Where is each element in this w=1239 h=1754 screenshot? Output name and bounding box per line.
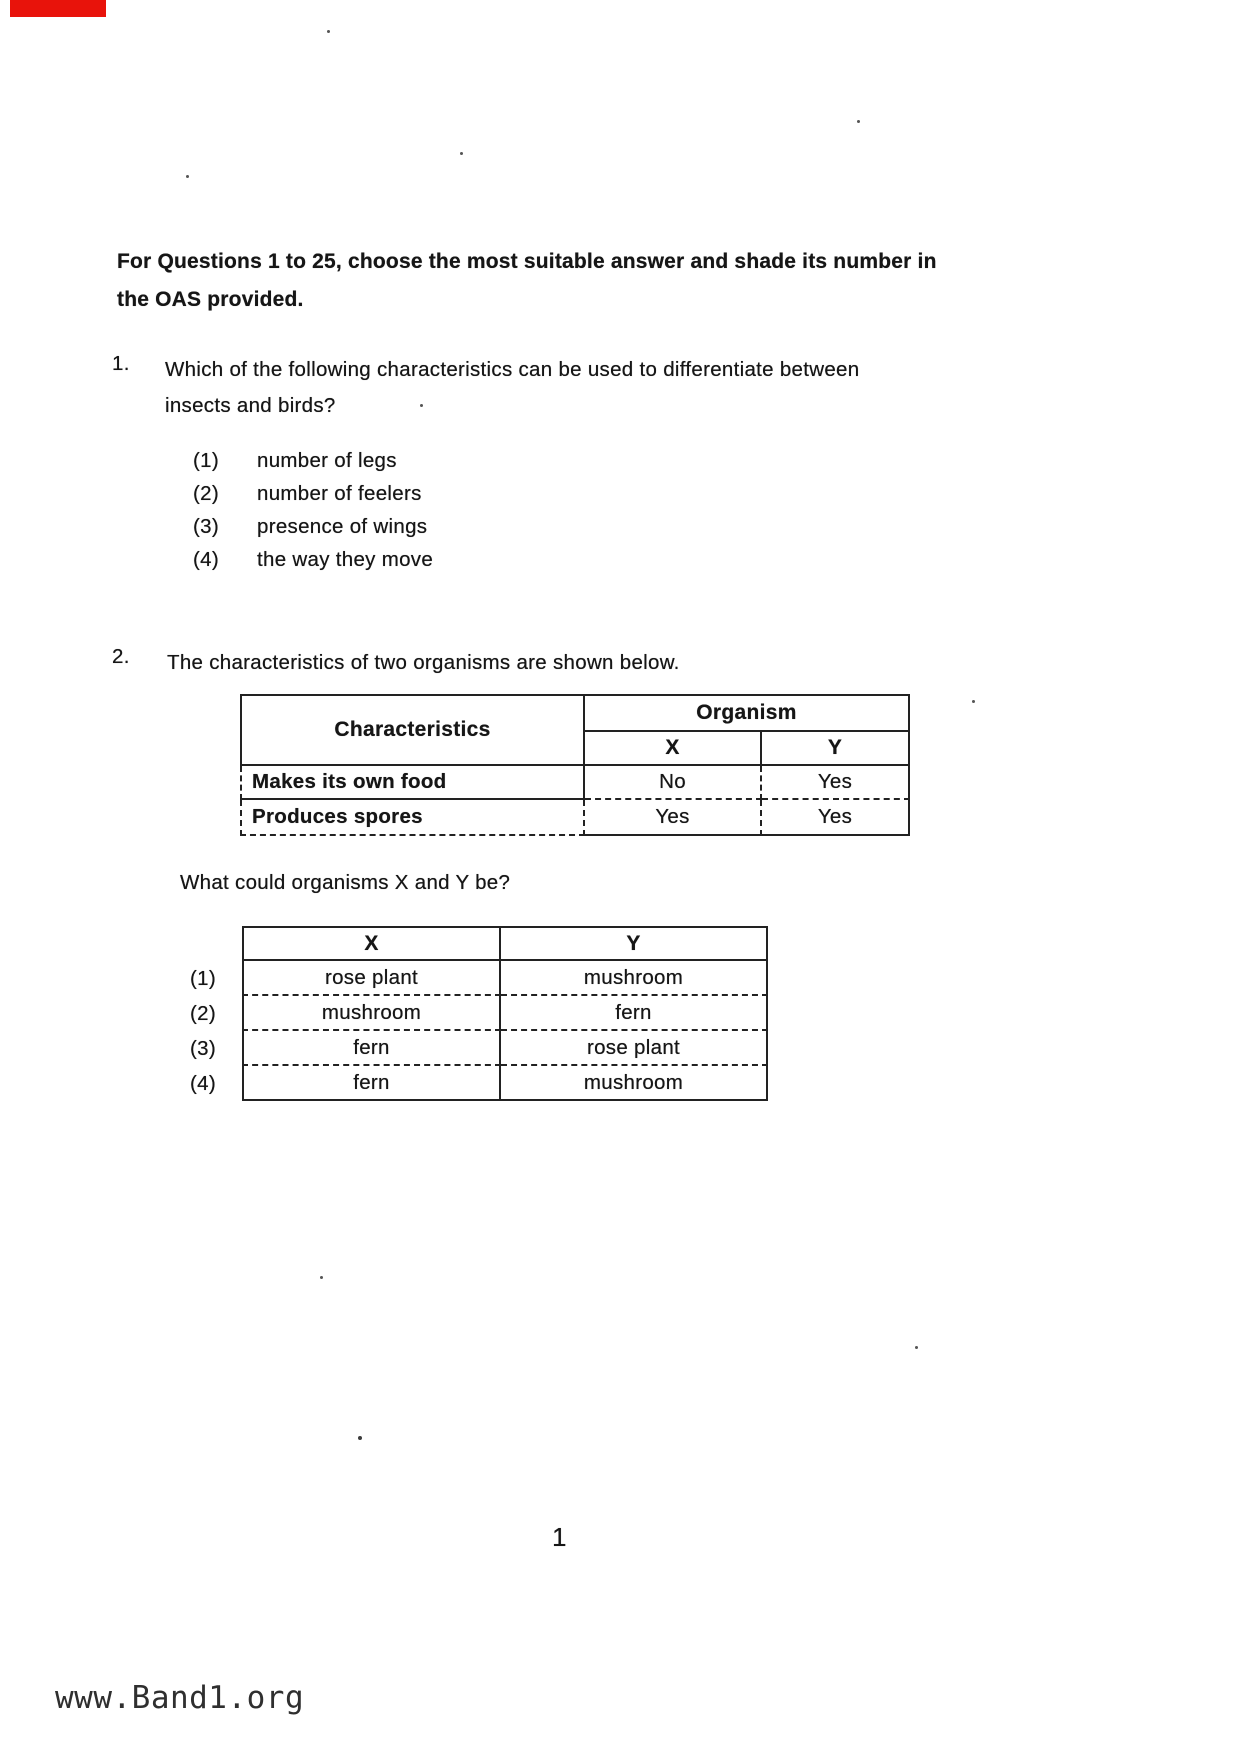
question-1-text (165, 352, 859, 424)
question-1-options (193, 444, 433, 576)
characteristics-table (240, 694, 910, 836)
option-1-text: number of legs (257, 448, 397, 472)
option-4 (193, 543, 433, 576)
scan-speckle (186, 175, 189, 178)
option-3-label: (3) (193, 514, 219, 538)
question-1-number: 1. (112, 352, 130, 375)
answer-table-row-labels (190, 961, 216, 1101)
answer-row-1-x: rose plant (242, 961, 501, 996)
scan-speckle (915, 1346, 918, 1349)
question-1-line-2: insects and birds? (165, 394, 336, 417)
answer-row-2-x: mushroom (242, 996, 501, 1031)
scan-speckle (320, 1276, 323, 1279)
option-1 (193, 444, 433, 477)
answer-row-4-x: fern (242, 1066, 501, 1101)
question-2-text: The characteristics of two organisms are shown below. (167, 651, 680, 674)
instructions-header (117, 243, 937, 319)
answer-row-3-y: rose plant (501, 1031, 768, 1066)
answer-row-4-y: mushroom (501, 1066, 768, 1101)
scan-speckle (358, 1436, 362, 1440)
answer-row-2-label: (2) (190, 1001, 216, 1025)
question-2-followup: What could organisms X and Y be? (180, 871, 511, 894)
option-2 (193, 477, 433, 510)
question-2-number: 2. (112, 645, 130, 668)
answer-column-y-header: Y (501, 926, 768, 961)
row-produces-spores-x: Yes (585, 800, 762, 836)
answer-row-1-y: mushroom (501, 961, 768, 996)
instructions-line-2: the OAS provided. (117, 288, 304, 311)
characteristics-header-cell: Characteristics (240, 694, 585, 766)
row-produces-spores-y: Yes (762, 800, 910, 836)
option-4-label: (4) (193, 547, 219, 571)
answer-row-4-label: (4) (190, 1071, 216, 1095)
red-redaction-mark (10, 0, 106, 17)
option-3 (193, 510, 433, 543)
option-2-text: number of feelers (257, 481, 422, 505)
answer-row-3-x: fern (242, 1031, 501, 1066)
organism-header-cell: Organism (585, 694, 910, 732)
scan-speckle (972, 700, 975, 703)
row-makes-food-label: Makes its own food (240, 766, 585, 800)
answer-row-2-y: fern (501, 996, 768, 1031)
answer-row-1-label: (1) (190, 966, 216, 990)
scan-speckle (327, 30, 330, 33)
option-1-label: (1) (193, 448, 219, 472)
option-3-text: presence of wings (257, 514, 428, 538)
instructions-line-1: For Questions 1 to 25, choose the most suitable answer and shade its number in (117, 250, 937, 273)
option-2-label: (2) (193, 481, 219, 505)
row-produces-spores-label: Produces spores (240, 800, 585, 836)
question-1-line-1: Which of the following characteristics can be used to differentiate between (165, 358, 860, 381)
scan-speckle (460, 152, 463, 155)
page-number: 1 (552, 1522, 567, 1552)
answer-row-3-label: (3) (190, 1036, 216, 1060)
column-x-header: X (585, 732, 762, 766)
answer-column-x-header: X (242, 926, 501, 961)
row-makes-food-y: Yes (762, 766, 910, 800)
scan-speckle (857, 120, 860, 123)
column-y-header: Y (762, 732, 910, 766)
row-makes-food-x: No (585, 766, 762, 800)
watermark: www.Band1.org (55, 1680, 305, 1716)
option-4-text: the way they move (257, 547, 434, 571)
answer-options-table (242, 926, 768, 1101)
